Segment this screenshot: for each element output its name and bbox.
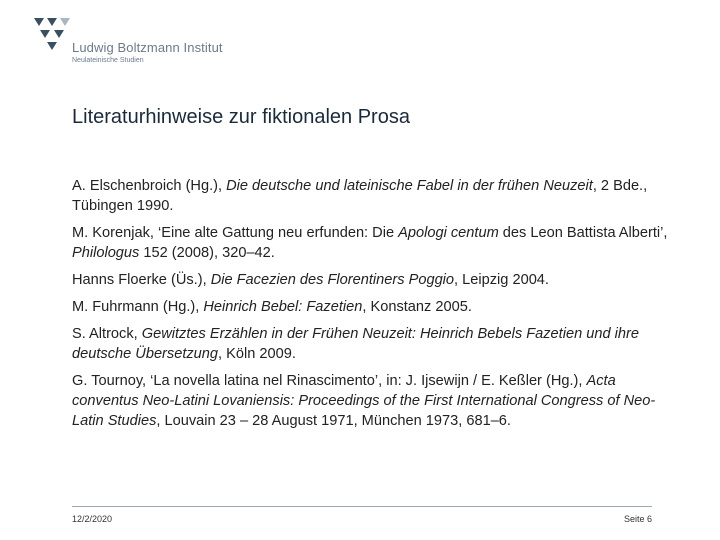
reference-item: Hanns Floerke (Üs.), Die Facezien des Florentiners Poggio, Leipzig 2004. xyxy=(72,272,549,288)
reference-item: S. Altrock, Gewitztes Erzählen in der Frühen Neuzeit: Heinrich Bebels Fazetien und ihre deutsche Übersetzung, Köln 2009. xyxy=(72,326,639,362)
reference-item: A. Elschenbroich (Hg.), Die deutsche und lateinische Fabel in der frühen Neuzeit, 2 Bde., Tübingen 1990. xyxy=(72,178,648,214)
reference-list xyxy=(72,176,672,438)
reference-item: G. Tournoy, ‘La novella latina nel Rinascimento’, in: J. Ijsewijn / E. Keßler (Hg.), Acta conventus Neo-Latini Lovaniensis: Proceedings of the First International Congress of Neo-Latin Studies, Louvain 23 – 28 August 1971, München 1973, 681–6. xyxy=(72,373,656,429)
institute-logo xyxy=(34,18,234,68)
page-number: Seite 6 xyxy=(623,514,652,524)
institute-department: Neulateinische Studien xyxy=(72,57,144,64)
reference-item: M. Korenjak, ‘Eine alte Gattung neu erfunden: Die Apologi centum des Leon Battista Alberti’, Philologus 152 (2008), 320–42. xyxy=(72,225,668,261)
footer-divider xyxy=(72,506,652,507)
slide-title: Literaturhinweise zur fiktionalen Prosa xyxy=(72,106,410,128)
footer-date: 12/2/2020 xyxy=(72,514,113,524)
triangle-grid-logo-icon xyxy=(34,18,70,52)
institute-name: Ludwig Boltzmann Institut xyxy=(72,40,223,55)
reference-item: M. Fuhrmann (Hg.), Heinrich Bebel: Fazetien, Konstanz 2005. xyxy=(72,299,472,315)
